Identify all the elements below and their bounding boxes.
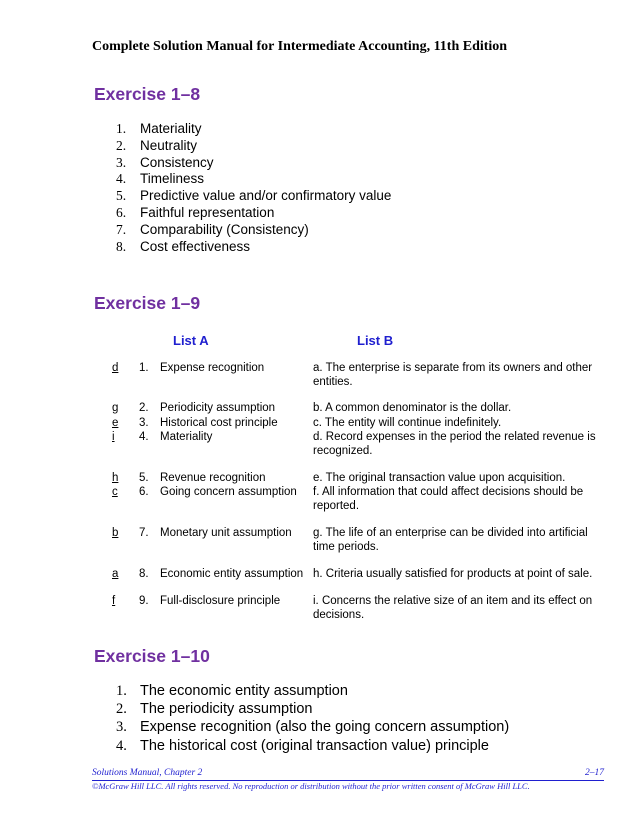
definition: h. Criteria usually satisfied for products at point of sale.: [313, 568, 593, 580]
list-item-number: 6.: [116, 204, 127, 220]
term: Monetary unit assumption: [160, 527, 292, 539]
exercise-1-10-title: Exercise 1–10: [94, 646, 210, 666]
list-item-number: 4.: [116, 171, 127, 187]
term: Expense recognition: [160, 362, 265, 374]
footer-copyright: ©McGraw Hill LLC. All rights reserved. No reproduction or distribution without the prior written consent of McGraw Hill LLC.: [92, 781, 530, 791]
list-item-text: Consistency: [140, 154, 214, 170]
item-number: 4.: [139, 431, 149, 443]
list-item: [116, 205, 391, 222]
term: Economic entity assumption: [160, 568, 304, 580]
definition: e. The original transaction value upon acquisition.: [313, 472, 566, 484]
definition: a. The enterprise is separate from its owners and other entities.: [313, 362, 593, 388]
item-number: 6.: [139, 486, 149, 498]
list-item-number: 4.: [116, 737, 127, 754]
footer-page-number: 2–17: [585, 768, 604, 778]
list-a-heading: List A: [173, 333, 209, 348]
exercise-1-8-title: Exercise 1–8: [94, 84, 201, 104]
page-header: Complete Solution Manual for Intermediate Accounting, 11th Edition: [92, 39, 508, 54]
list-item: [116, 155, 391, 172]
list-item: [116, 121, 391, 138]
answer-letter: a: [112, 568, 119, 580]
term: Materiality: [160, 431, 213, 443]
answer-letter: c: [112, 486, 118, 498]
list-item-text: The periodicity assumption: [140, 701, 313, 718]
list-item: [116, 700, 509, 718]
term: Periodicity assumption: [160, 402, 276, 414]
list-item-text: Materiality: [140, 121, 202, 136]
list-item: [116, 737, 509, 755]
answer-letter: d: [112, 362, 119, 374]
list-item-text: Timeliness: [140, 171, 205, 187]
list-item-text: The economic entity assumption: [140, 683, 348, 699]
answer-letter: f: [112, 595, 116, 607]
list-item-number: 2.: [116, 137, 127, 153]
list-item-text: Comparability (Consistency): [140, 221, 309, 237]
definition: d. Record expenses in the period the related revenue is recognized.: [313, 431, 596, 457]
definition: g. The life of an enterprise can be divided into artificial time periods.: [313, 527, 588, 553]
list-item-text: Cost effectiveness: [140, 238, 251, 254]
list-item-number: 3.: [116, 154, 127, 170]
answer-letter: i: [112, 431, 115, 443]
list-item: [116, 188, 391, 205]
item-number: 2.: [139, 402, 149, 414]
definition: c. The entity will continue indefinitely.: [313, 417, 502, 429]
list-item-number: 5.: [116, 188, 127, 204]
list-item-text: Predictive value and/or confirmatory value: [140, 188, 392, 204]
list-item-number: 1.: [116, 683, 127, 699]
item-number: 5.: [139, 472, 149, 484]
list-item-text: Expense recognition (also the going concern assumption): [140, 719, 510, 736]
answer-letter: h: [112, 472, 119, 484]
item-number: 8.: [139, 568, 149, 580]
definition: i. Concerns the relative size of an item and its effect on decisions.: [313, 595, 593, 621]
item-number: 9.: [139, 595, 149, 607]
list-item-number: 2.: [116, 701, 127, 718]
list-item-number: 7.: [116, 221, 127, 237]
list-b-heading: List B: [357, 333, 394, 348]
list-item-text: Faithful representation: [140, 204, 275, 220]
term: Full-disclosure principle: [160, 595, 281, 607]
footer-chapter: Solutions Manual, Chapter 2: [92, 768, 203, 778]
definition: f. All information that could affect decisions should be reported.: [313, 486, 584, 512]
item-number: 3.: [139, 417, 149, 429]
list-item-text: The historical cost (original transaction value) principle: [140, 737, 489, 754]
exercise-1-9-title: Exercise 1–9: [94, 293, 201, 313]
exercise-1-8-list: [116, 121, 391, 255]
list-item-number: 1.: [116, 121, 127, 136]
item-number: 7.: [139, 527, 149, 539]
list-item: [116, 239, 391, 256]
term: Going concern assumption: [160, 486, 297, 498]
exercise-1-10-list: [116, 682, 509, 755]
list-item: [116, 171, 391, 188]
list-item-number: 8.: [116, 238, 127, 254]
answer-letter: b: [112, 527, 119, 539]
list-item: [116, 222, 391, 239]
list-item: [116, 682, 509, 700]
answer-letter: e: [112, 417, 119, 429]
term: Revenue recognition: [160, 472, 266, 484]
term: Historical cost principle: [160, 417, 278, 429]
footer-bar: [92, 768, 604, 781]
list-item-text: Neutrality: [140, 137, 198, 153]
definition: b. A common denominator is the dollar.: [313, 402, 512, 414]
list-item: [116, 718, 509, 736]
list-item: [116, 138, 391, 155]
item-number: 1.: [139, 362, 149, 374]
answer-letter: g: [112, 402, 119, 414]
list-item-number: 3.: [116, 719, 127, 736]
